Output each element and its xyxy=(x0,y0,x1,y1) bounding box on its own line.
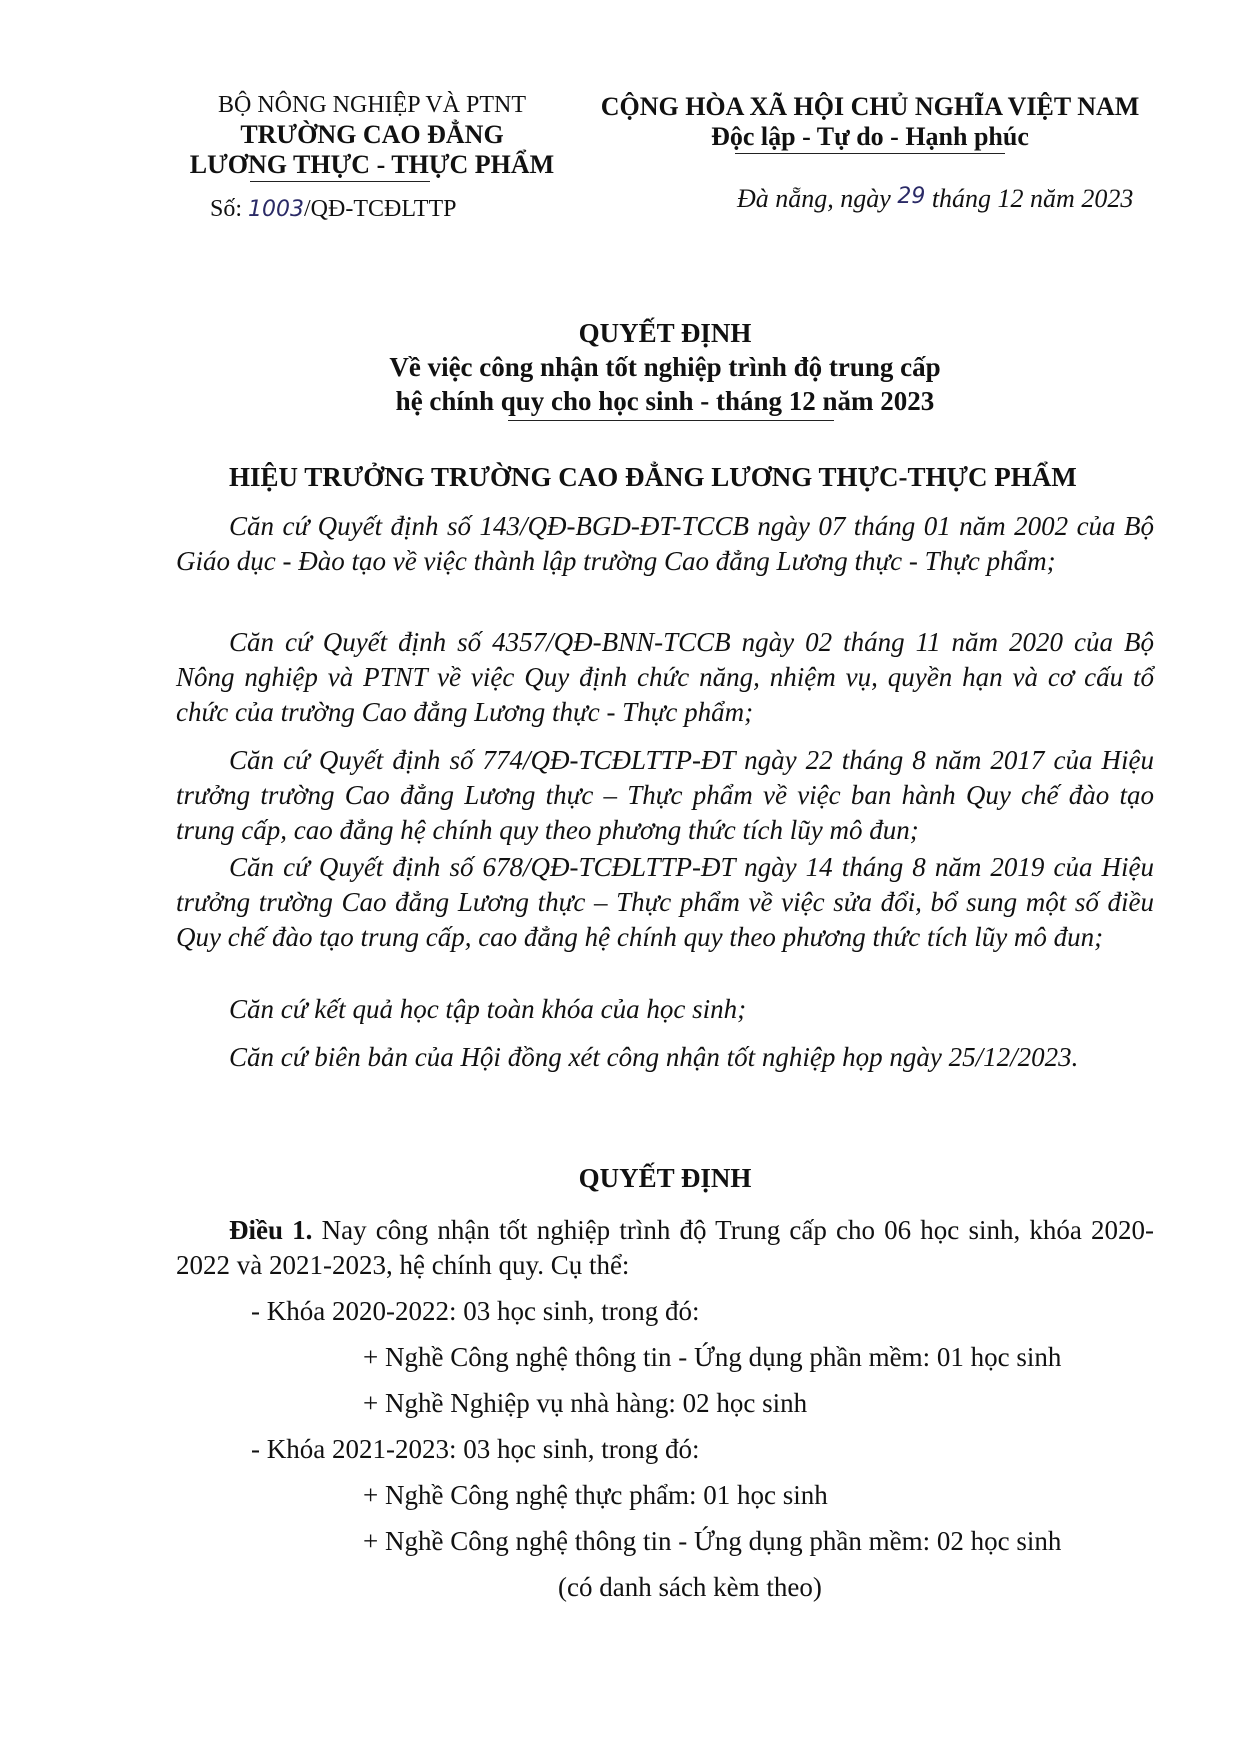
subject-line-1: Về việc công nhận tốt nghiệp trình độ trung cấp xyxy=(389,352,941,382)
number-handwritten: 1003 xyxy=(248,197,305,222)
issuing-authority: HIỆU TRƯỞNG TRƯỜNG CAO ĐẲNG LƯƠNG THỰC-THỰC PHẨM xyxy=(229,462,1077,492)
article-1-label: Điều 1. xyxy=(229,1215,313,1245)
ministry-name: BỘ NÔNG NGHIỆP VÀ PTNT xyxy=(217,92,526,118)
school-name-line1: TRƯỜNG CAO ĐẲNG xyxy=(240,120,504,149)
issue-date xyxy=(737,184,1133,214)
cohort-2021-2023: - Khóa 2021-2023: 03 học sinh, trong đó: xyxy=(251,1434,700,1464)
article-1-text: Nay công nhận tốt nghiệp trình độ Trung cấp cho 06 học sinh, khóa 2020-2022 và 2021-2023, hệ chính quy. Cụ thể: xyxy=(176,1215,1155,1280)
document-title: QUYẾT ĐỊNH xyxy=(578,318,752,348)
national-motto: Độc lập - Tự do - Hạnh phúc xyxy=(711,122,1029,151)
basis-3: Căn cứ Quyết định số 774/QĐ-TCĐLTTP-ĐT ngày 22 tháng 8 năm 2017 của Hiệu trưởng trường Cao đẳng Lương thực – Thực phẩm về việc ban hành Quy chế đào tạo trung cấp, cao đẳng hệ chính quy theo phương thức tích lũy mô đun; xyxy=(176,745,1154,845)
basis-6: Căn cứ biên bản của Hội đồng xét công nhận tốt nghiệp họp ngày 25/12/2023. xyxy=(229,1042,1079,1072)
basis-5: Căn cứ kết quả học tập toàn khóa của học sinh; xyxy=(229,994,747,1024)
cohort-2021-2023-item-1: + Nghề Công nghệ thực phẩm: 01 học sinh xyxy=(363,1480,828,1510)
basis-2: Căn cứ Quyết định số 4357/QĐ-BNN-TCCB ngày 02 tháng 11 năm 2020 của Bộ Nông nghiệp và PTNT về việc Quy định chức năng, nhiệm vụ, quyền hạn và cơ cấu tổ chức của trường Cao đẳng Lương thực - Thực phẩm; xyxy=(176,627,1154,727)
title-rule xyxy=(508,420,834,421)
cohort-2020-2022-item-2: + Nghề Nghiệp vụ nhà hàng: 02 học sinh xyxy=(363,1388,808,1418)
date-suffix: tháng 12 năm 2023 xyxy=(931,184,1134,213)
date-day-handwritten: 29 xyxy=(897,184,926,209)
document-number xyxy=(210,196,456,223)
basis-4: Căn cứ Quyết định số 678/QĐ-TCĐLTTP-ĐT ngày 14 tháng 8 năm 2019 của Hiệu trưởng trường Cao đẳng Lương thực – Thực phẩm về việc sửa đổi, bổ sung một số điều Quy chế đào tạo trung cấp, cao đẳng hệ chính quy theo phương thức tích lũy mô đun; xyxy=(176,852,1154,952)
subject-line-2: hệ chính quy cho học sinh - tháng 12 năm 2023 xyxy=(395,386,935,416)
right-header-rule xyxy=(735,153,1005,154)
decision-heading: QUYẾT ĐỊNH xyxy=(578,1163,752,1193)
attachment-note: (có danh sách kèm theo) xyxy=(558,1572,822,1602)
number-suffix: /QĐ-TCĐLTTP xyxy=(304,196,457,222)
country-name: CỘNG HÒA XÃ HỘI CHỦ NGHĨA VIỆT NAM xyxy=(600,92,1140,121)
article-1 xyxy=(176,1213,1154,1283)
cohort-2020-2022: - Khóa 2020-2022: 03 học sinh, trong đó: xyxy=(251,1296,700,1326)
cohort-2021-2023-item-2: + Nghề Công nghệ thông tin - Ứng dụng phần mềm: 02 học sinh xyxy=(363,1526,1062,1556)
number-prefix: Số: xyxy=(210,196,243,222)
date-prefix: Đà nẵng, ngày xyxy=(737,184,891,213)
left-header-rule xyxy=(250,181,430,182)
school-name-line2: LƯƠNG THỰC - THỰC PHẨM xyxy=(189,150,555,179)
cohort-2020-2022-item-1: + Nghề Công nghệ thông tin - Ứng dụng phần mềm: 01 học sinh xyxy=(363,1342,1062,1372)
basis-1: Căn cứ Quyết định số 143/QĐ-BGD-ĐT-TCCB ngày 07 tháng 01 năm 2002 của Bộ Giáo dục - Đào tạo về việc thành lập trường Cao đẳng Lương thực - Thực phẩm; xyxy=(176,511,1154,576)
